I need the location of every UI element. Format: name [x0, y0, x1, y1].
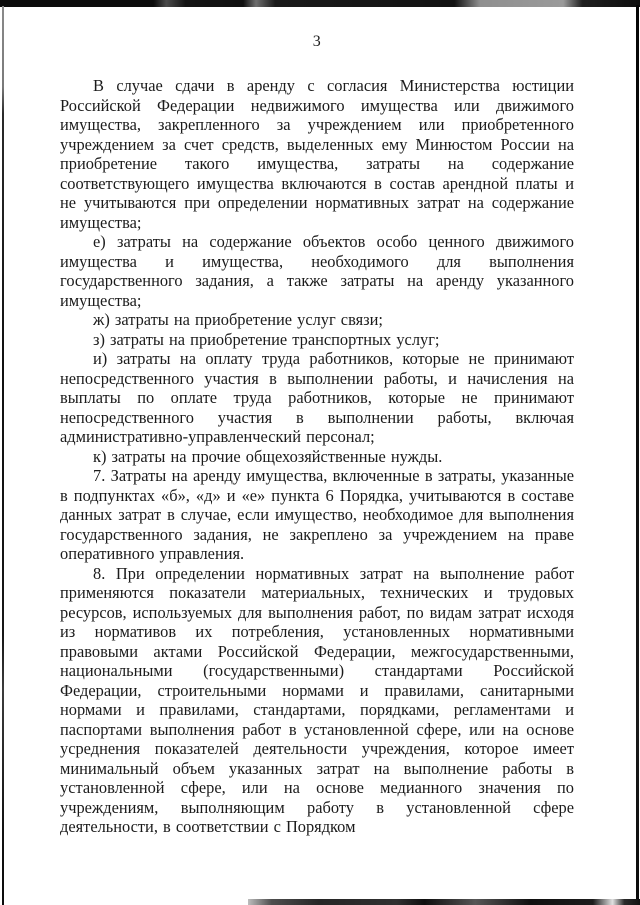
page-number: 3 [312, 33, 322, 50]
paragraph-item-i: и) затраты на оплату труда работников, которые не принимают непосредственного участия в выполнении работы, и начисления на выплаты по оплате труда работников, которые не принимают непосредственного участия в выполнении работы, включая административно-управленческий персонал; [60, 349, 574, 446]
document-body-text [60, 76, 574, 837]
paragraph-point-7: 7. Затраты на аренду имущества, включенные в затраты, указанные в подпунктах «б», «д» и «е» пункта 6 Порядка, учитываются в составе данных затрат в случае, если имущество, необходимое для выполнения государственного задания, не закреплено за учреждением на праве оперативного управления. [60, 466, 574, 563]
paragraph-item-k: к) затраты на прочие общехозяйственные нужды. [93, 446, 443, 466]
paragraph-point-8: 8. При определении нормативных затрат на выполнение работ применяются показатели материальных, технических и трудовых ресурсов, используемых для выполнения работ, по видам затрат исходя из нормативов их потребления, установленных нормативными правовыми актами Российской Федерации, межгосударственными, национальными (государственными) стандартами Российской Федерации, строительными нормами и правилами, санитарными нормами и правилами, стандартами, порядками, регламентами и паспортами выполнения работ в установленной сфере, или на основе усреднения показателей деятельности учреждения, которое имеет минимальный объем указанных затрат на выполнение работы в установленной сфере, или на основе медианного значения по учреждениям, выполняющим работу в установленной сфере деятельности, в соответствии с Порядком [60, 563, 574, 836]
paragraph-item-e: е) затраты на содержание объектов особо ценного движимого имущества и имущества, необходимого для выполнения государственного задания, а также затраты на аренду указанного имущества; [60, 232, 574, 310]
paragraph-item-z: з) затраты на приобретение транспортных услуг; [93, 329, 440, 349]
scan-edge-right-artifact [636, 5, 639, 905]
scan-edge-top-artifact [0, 0, 640, 7]
scan-edge-bottom-artifact [248, 899, 640, 905]
paragraph-continuation-arenda: В случае сдачи в аренду с согласия Министерства юстиции Российской Федерации недвижимого имущества или движимого имущества, закрепленного за учреждением или приобретенного учреждением за счет средств, выделенных ему Минюстом России на приобретение такого имущества, затраты на содержание соответствующего имущества включаются в состав арендной платы и не учитываются при определении нормативных затрат на содержание имущества; [60, 76, 574, 232]
paragraph-item-zh: ж) затраты на приобретение услуг связи; [93, 310, 383, 329]
scan-edge-left-artifact [2, 6, 4, 905]
